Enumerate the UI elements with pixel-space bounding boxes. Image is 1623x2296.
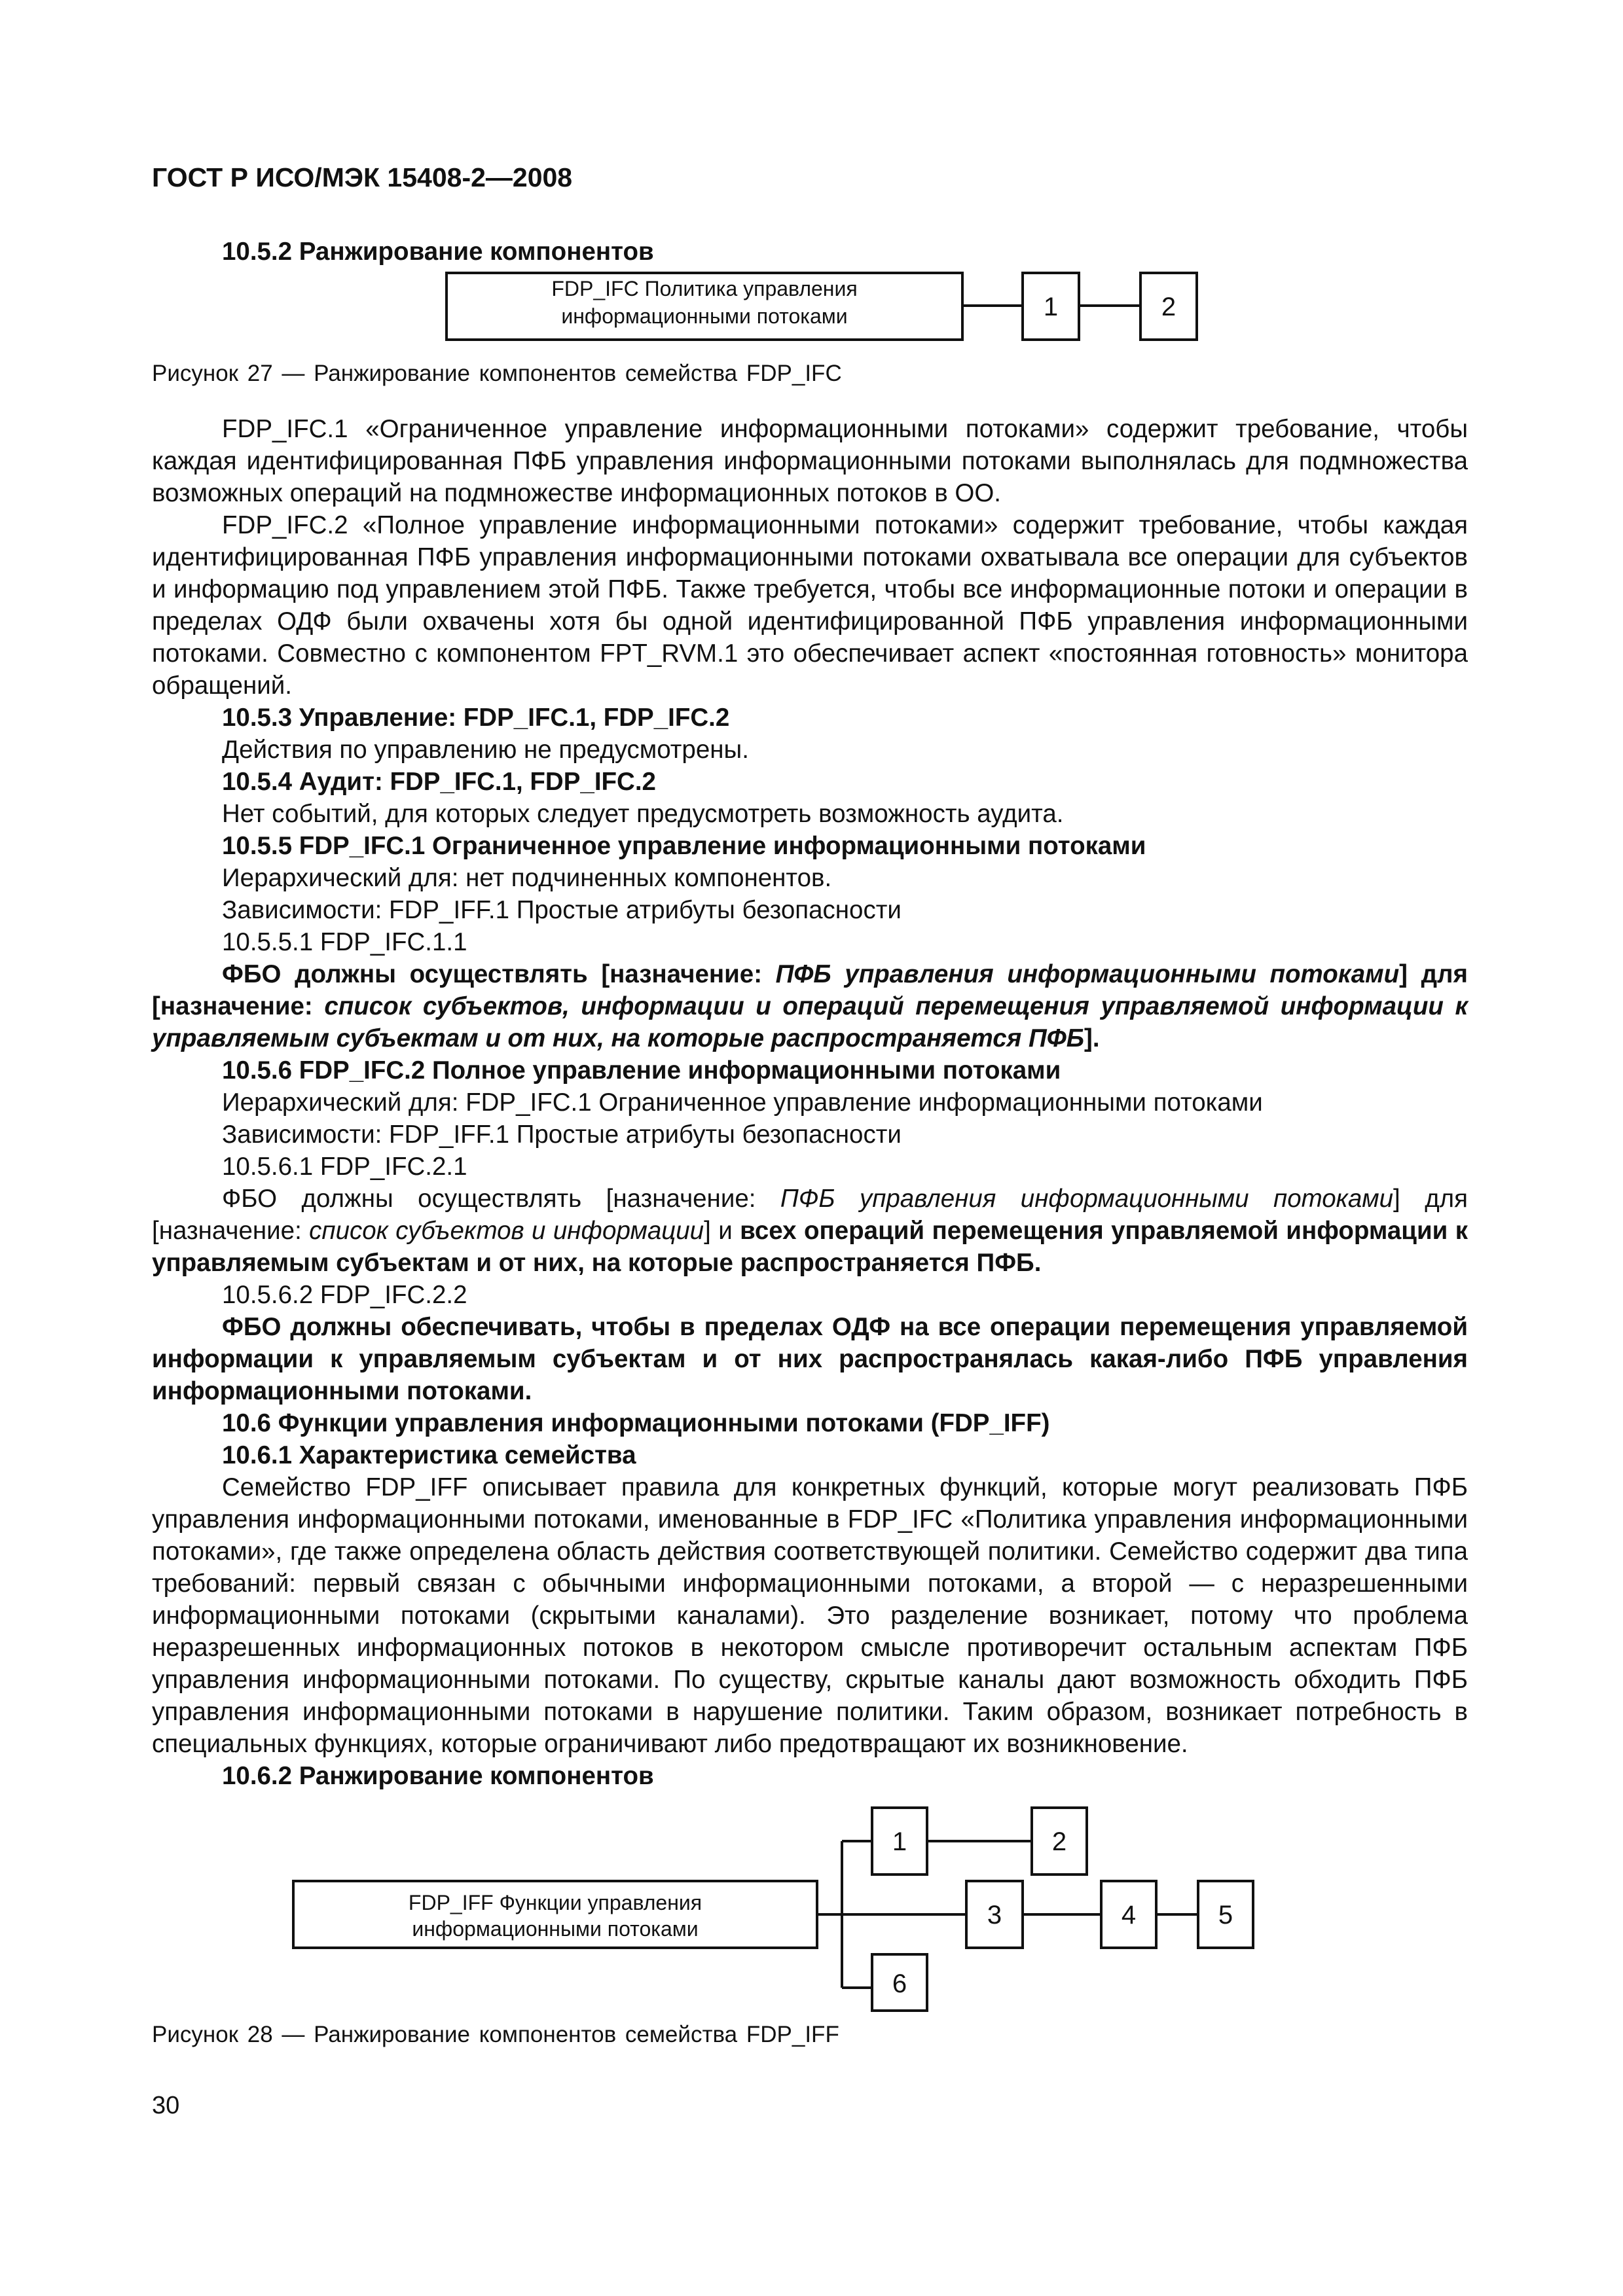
component-number-2: 2: [1161, 293, 1176, 321]
requirement-fdp-ifc-2-1: [152, 1183, 1468, 1279]
figure-28-diagram: [152, 1806, 1468, 2013]
standard-header: ГОСТ Р ИСО/МЭК 15408-2—2008: [152, 162, 573, 192]
document-body: [152, 236, 1468, 2049]
section-10-5-5-title: 10.5.5 FDP_IFC.1 Ограниченное управление информационными потоками: [222, 832, 1146, 860]
req1-part-d: список субъектов, информации и операций перемещения управляемой информации к управляемым субъектам и от них, на которые распространяется ПФБ: [152, 992, 1468, 1052]
section-10-5-2-title: 10.5.2 Ранжирование компонентов: [222, 238, 654, 266]
figure-27-diagram: [152, 268, 1468, 351]
component-number-3: 3: [987, 1901, 1002, 1929]
fdp-ifc-box-line2: информационными потоками: [561, 304, 848, 328]
req1-part-c: ] для [назначение:: [152, 960, 1468, 1020]
paragraph-fdp-ifc-1: FDP_IFC.1 «Ограниченное управление информационными потоками» содержит требование, чтобы каждая идентифицированная ПФБ управления информационными потоками выполнялась для подмножества возможных операций на подмножестве информационных потоков в ОО.: [152, 415, 1468, 507]
figure-27: [152, 268, 1468, 388]
req1-part-b: ПФБ управления информационными потоками: [775, 960, 1400, 988]
requirement-fdp-ifc-1-1: [152, 958, 1468, 1054]
component-number-2: 2: [1051, 1827, 1067, 1856]
component-number-4: 4: [1121, 1901, 1137, 1929]
req1-part-e: ].: [1084, 1024, 1100, 1052]
section-10-6-2-title: 10.6.2 Ранжирование компонентов: [222, 1762, 654, 1790]
section-10-5-6-hierarchy: Иерархический для: FDP_IFC.1 Ограниченное управление информационными потоками: [222, 1088, 1263, 1117]
paragraph-fdp-iff-description: Семейство FDP_IFF описывает правила для конкретных функций, которые могут реализовать ПФБ управления информационными потоками, именованные в FDP_IFC «Политика управления информационными потоками», где также определена область действия соответствующей политики. Семейство содержит два типа требований: первый связан с обычными информационными потоками, а второй — с неразрешенными информационными потоками (скрытыми каналами). Это разделение возникает, потому что проблема неразрешенных информационных потоков в некотором смысле противоречит остальным аспектам ПФБ управления информационными потоками. По существу, скрытые каналы дают возможность обходить ПФБ управления информационными потоками в нарушение политики. Таким образом, возникает потребность в специальных функциях, которые ограничивают либо предотвращают их возникновение.: [152, 1473, 1468, 1758]
req2-part-c: ] для [назначение:: [152, 1185, 1468, 1245]
section-10-6-title: 10.6 Функции управления информационными потоками (FDP_IFF): [222, 1409, 1050, 1437]
fdp-iff-box-line2: информационными потоками: [412, 1917, 699, 1941]
figure-27-caption: Рисунок 27 — Ранжирование компонентов семейства FDP_IFC: [152, 361, 842, 386]
fdp-iff-box-line1: FDP_IFF Функции управления: [408, 1891, 702, 1914]
component-number-1: 1: [892, 1827, 907, 1856]
figure-28-caption: Рисунок 28 — Ранжирование компонентов семейства FDP_IFF: [152, 2022, 839, 2047]
component-number-6: 6: [892, 1969, 907, 1998]
element-10-5-6-2: 10.5.6.2 FDP_IFC.2.2: [222, 1281, 467, 1309]
req2-part-d: список субъектов и информации: [309, 1217, 704, 1245]
page-number: 30: [152, 2092, 180, 2119]
element-10-5-5-1: 10.5.5.1 FDP_IFC.1.1: [222, 928, 467, 956]
req2-part-a: ФБО должны осуществлять [назначение:: [222, 1185, 780, 1213]
component-number-1: 1: [1043, 293, 1059, 321]
requirement-fdp-ifc-2-2: ФБО должны обеспечивать, чтобы в пределах ОДФ на все операции перемещения управляемой информации к управляемым субъектам и от них распространялась какая-либо ПФБ управления информационными потоками.: [152, 1313, 1468, 1405]
section-10-5-6-dependencies: Зависимости: FDP_IFF.1 Простые атрибуты безопасности: [222, 1121, 902, 1149]
section-10-5-4-title: 10.5.4 Аудит: FDP_IFC.1, FDP_IFC.2: [222, 768, 656, 796]
element-10-5-6-1: 10.5.6.1 FDP_IFC.2.1: [222, 1153, 467, 1181]
section-10-5-5-hierarchy: Иерархический для: нет подчиненных компонентов.: [222, 864, 832, 892]
section-10-5-5-dependencies: Зависимости: FDP_IFF.1 Простые атрибуты безопасности: [222, 896, 902, 924]
req2-part-f: всех операций перемещения управляемой информации к управляемым субъектам и от них, на которые распространяется ПФБ.: [152, 1217, 1468, 1277]
section-10-6-1-title: 10.6.1 Характеристика семейства: [222, 1441, 636, 1469]
fdp-ifc-box-line1: FDP_IFC Политика управления: [551, 277, 858, 300]
section-10-5-3-title: 10.5.3 Управление: FDP_IFC.1, FDP_IFC.2: [222, 704, 730, 732]
req2-part-e: ] и: [704, 1217, 740, 1245]
component-number-5: 5: [1218, 1901, 1233, 1929]
section-10-5-3-text: Действия по управлению не предусмотрены.: [222, 736, 749, 764]
req2-part-b: ПФБ управления информационными потоками: [780, 1185, 1394, 1213]
figure-28: [152, 1806, 1468, 2049]
section-10-5-6-title: 10.5.6 FDP_IFC.2 Полное управление информационными потоками: [222, 1056, 1061, 1085]
req1-part-a: ФБО должны осуществлять [назначение:: [222, 960, 776, 988]
section-10-5-4-text: Нет событий, для которых следует предусмотреть возможность аудита.: [222, 800, 1064, 828]
paragraph-fdp-ifc-2: FDP_IFC.2 «Полное управление информационными потоками» содержит требование, чтобы каждая идентифицированная ПФБ управления информационными потоками охватывала все операции для субъектов и информацию под управлением этой ПФБ. Также требуется, чтобы все информационные потоки и операции в пределах ОДФ были охвачены хотя бы одной идентифицированной ПФБ управления информационными потоками. Совместно с компонентом FPT_RVM.1 это обеспечивает аспект «постоянная готовность» монитора обращений.: [152, 511, 1468, 700]
